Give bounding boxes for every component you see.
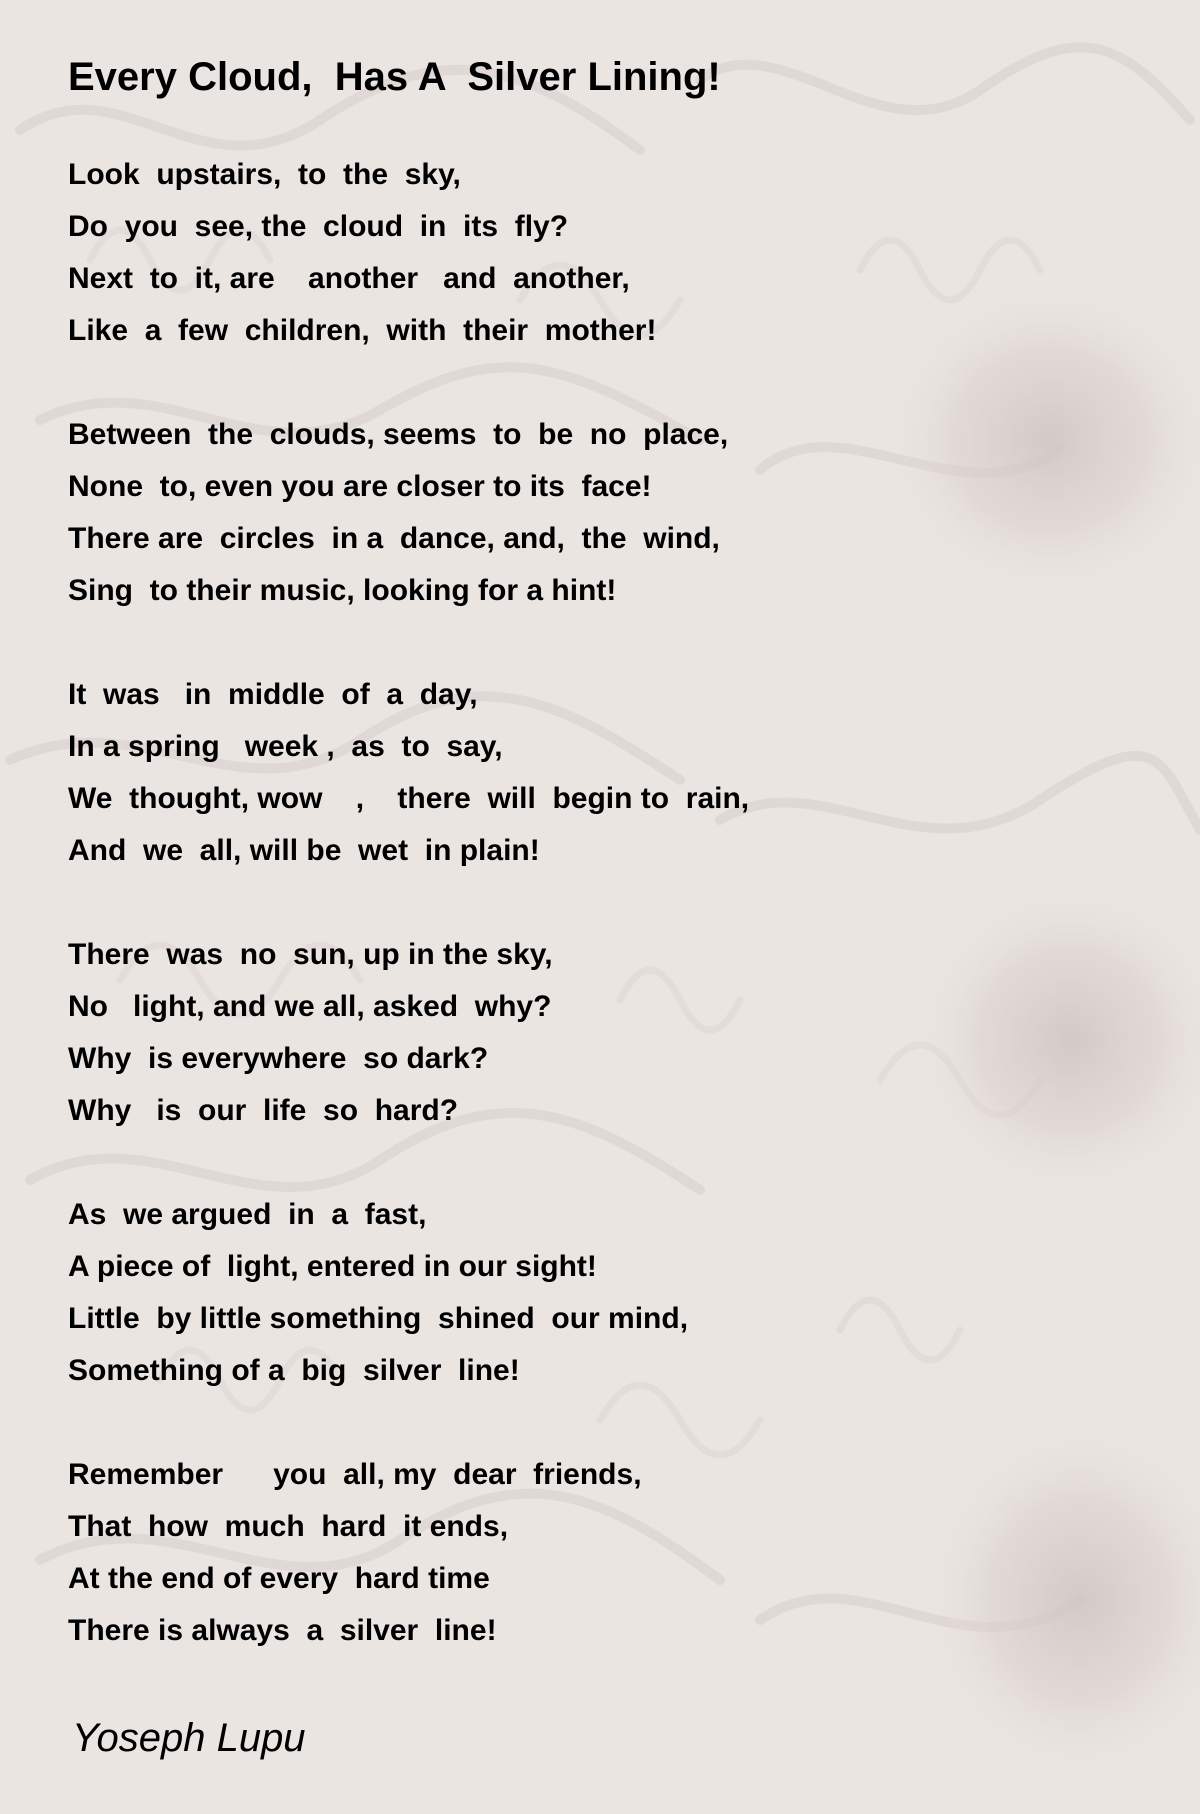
stanza-4	[68, 929, 1128, 1137]
poem-line: There was no sun, up in the sky,	[68, 938, 553, 971]
poem-line: Why is our life so hard?	[68, 1094, 459, 1127]
poem-line: At the end of every hard time	[68, 1562, 490, 1595]
stanza-3	[68, 669, 1128, 877]
stanza-6	[68, 1449, 1128, 1657]
poem-line: In a spring week , as to say,	[68, 730, 503, 763]
poem-line: Like a few children, with their mother!	[68, 314, 657, 347]
poem-line: Sing to their music, looking for a hint!	[68, 574, 617, 607]
poem-line: Little by little something shined our mind,	[68, 1302, 689, 1335]
poem-line: Look upstairs, to the sky,	[68, 158, 461, 191]
stanza-5	[68, 1189, 1128, 1397]
poem-line: Between the clouds, seems to be no place,	[68, 418, 729, 451]
poem-line: None to, even you are closer to its face!	[68, 470, 652, 503]
poem-line: As we argued in a fast,	[68, 1198, 427, 1231]
poem-line: And we all, will be wet in plain!	[68, 834, 540, 867]
poem-line: Next to it, are another and another,	[68, 262, 630, 295]
poem-title: Every Cloud, Has A Silver Lining!	[68, 55, 721, 99]
poem-line: We thought, wow , there will begin to rain,	[68, 782, 750, 815]
poem-line: Do you see, the cloud in its fly?	[68, 210, 569, 243]
poem-author: Yoseph Lupu	[72, 1716, 306, 1760]
poem-body	[68, 149, 1128, 1709]
stanza-1	[68, 149, 1128, 357]
poem-line: No light, and we all, asked why?	[68, 990, 552, 1023]
poem-line: A piece of light, entered in our sight!	[68, 1250, 597, 1283]
poem-line: Something of a big silver line!	[68, 1354, 520, 1387]
poem-line: It was in middle of a day,	[68, 678, 478, 711]
poem-line: Remember you all, my dear friends,	[68, 1458, 642, 1491]
stanza-2	[68, 409, 1128, 617]
poem-line: Why is everywhere so dark?	[68, 1042, 489, 1075]
poem-line: There are circles in a dance, and, the wind,	[68, 522, 720, 555]
poem-line: That how much hard it ends,	[68, 1510, 509, 1543]
poem-line: There is always a silver line!	[68, 1614, 497, 1647]
